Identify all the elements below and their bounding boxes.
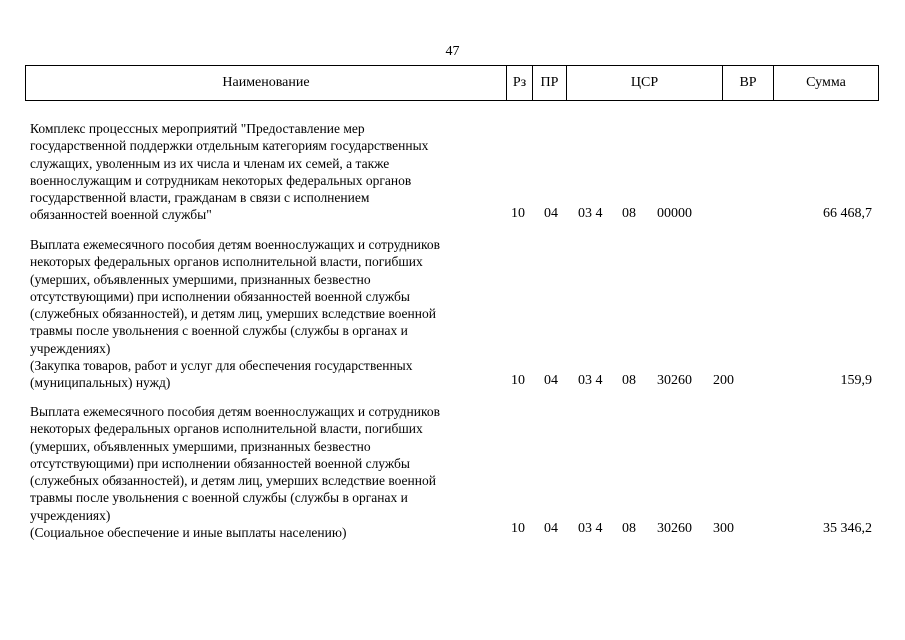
row-pr: 04 [544, 206, 558, 221]
table-header [25, 65, 879, 101]
row-vr: 200 [713, 373, 734, 388]
row-sum: 159,9 [840, 373, 872, 388]
row-csr-code: 30260 [657, 521, 692, 536]
row-pr: 04 [544, 521, 558, 536]
row-csr-program: 03 4 [578, 373, 603, 388]
row-vr: 300 [713, 521, 734, 536]
row-csr-code: 00000 [657, 206, 692, 221]
header-rz: Рз [512, 75, 527, 90]
header-csr: ЦСР [630, 75, 659, 90]
header-name: Наименование [222, 75, 310, 90]
row-rz: 10 [511, 373, 525, 388]
row-csr-code: 30260 [657, 373, 692, 388]
row-name: Комплекс процессных мероприятий "Предоставление мер государственной поддержки отдельным категориям государственных служащих, уволенным из их числа и членам их семей, а также военнослужащим и сотрудникам некоторых федеральных органов государственной власти, гражданам в связи с исполнением обязанностей военной службы" [30, 121, 429, 223]
row-pr: 04 [544, 373, 558, 388]
row-csr-subprogram: 08 [622, 373, 636, 388]
row-name: Выплата ежемесячного пособия детям военнослужащих и сотрудников некоторых федеральных органов исполнительной власти, погибших (умерших, объявленных умершими, признанных безвестно отсутствующими) при исполнении обязанностей военной службы (служебных обязанностей), и детям лиц, умерших вследствие военной травмы после увольнения с военной службы (службы в органах и учреждениях) (Закупка товаров, работ и услуг для обеспечения государственных (муниципальных) нужд) [30, 237, 440, 391]
row-csr-program: 03 4 [578, 206, 603, 221]
row-sum: 35 346,2 [823, 521, 872, 536]
header-sum: Сумма [806, 75, 846, 90]
header-pr: ПР [540, 75, 559, 90]
row-rz: 10 [511, 521, 525, 536]
row-name: Выплата ежемесячного пособия детям военнослужащих и сотрудников некоторых федеральных органов исполнительной власти, погибших (умерших, объявленных умершими, признанных безвестно отсутствующими) при исполнении обязанностей военной службы (служебных обязанностей), и детям лиц, умерших вследствие военной травмы после увольнения с военной службы (службы в органах и учреждениях) (Социальное обеспечение и иные выплаты населению) [30, 404, 440, 541]
row-csr-subprogram: 08 [622, 521, 636, 536]
page-number: 47 [445, 44, 460, 59]
row-rz: 10 [511, 206, 525, 221]
row-sum: 66 468,7 [823, 206, 872, 221]
header-vr: ВР [739, 75, 757, 90]
row-csr-program: 03 4 [578, 521, 603, 536]
row-csr-subprogram: 08 [622, 206, 636, 221]
